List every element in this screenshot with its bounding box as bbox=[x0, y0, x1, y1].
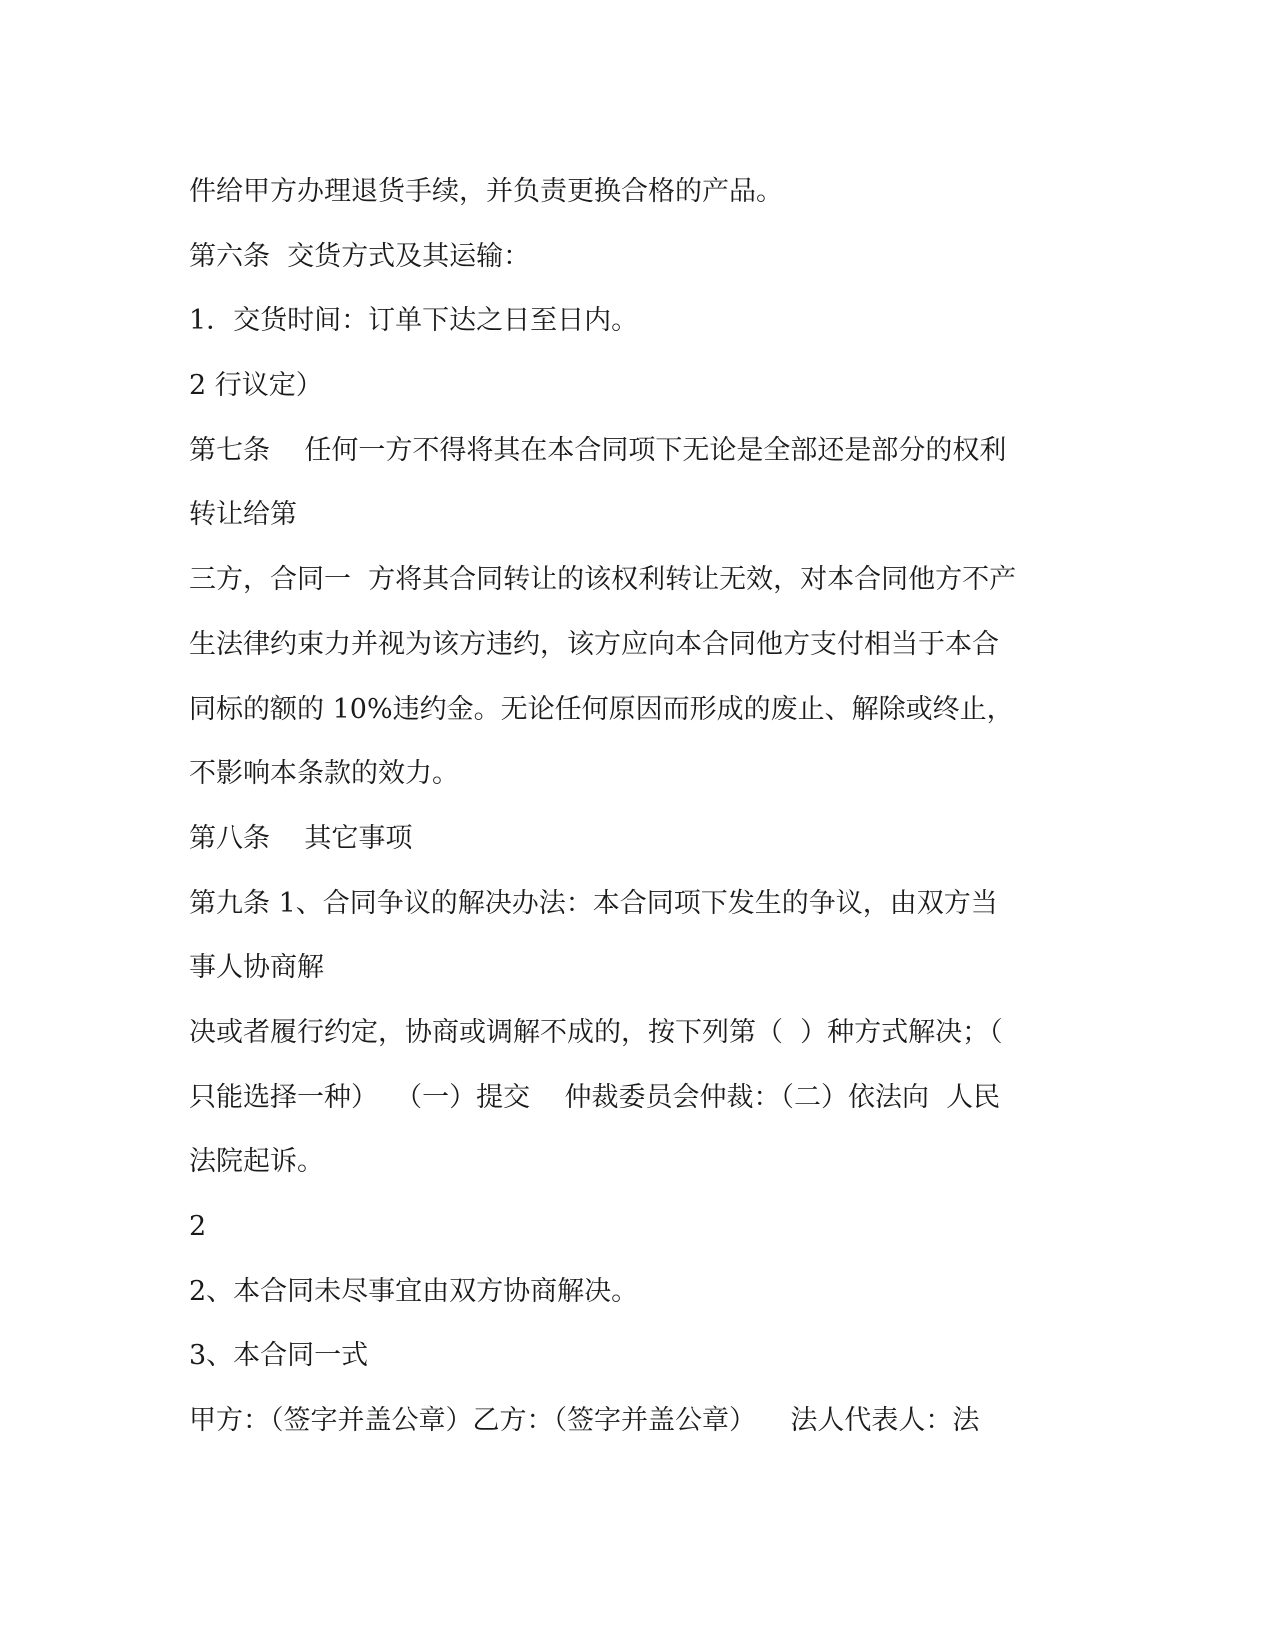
article-9-heading: 第九条 1、合同争议的解决办法：本合同项下发生的争议，由双方当 bbox=[189, 887, 998, 919]
text-line-return-goods: 件给甲方办理退货手续，并负责更换合格的产品。 bbox=[189, 176, 783, 207]
text-line-unresolved-matters: 2、本合同未尽事宜由双方协商解决。 bbox=[189, 1275, 639, 1307]
text-line-transfer: 转让给第 bbox=[189, 499, 297, 531]
text-line-resolution: 决或者履行约定，协商或调解不成的，按下列第（ ）种方式解决；（ bbox=[189, 1016, 1003, 1048]
text-line-negotiate: 事人协商解 bbox=[189, 952, 324, 984]
text-line-options: 只能选择一种） （一）提交 仲裁委员会仲裁：（二）依法向 人民 bbox=[189, 1081, 1001, 1113]
contract-text bbox=[189, 160, 1089, 1454]
article-7-heading: 第七条 任何一方不得将其在本合同项下无论是全部还是部分的权利 bbox=[189, 434, 1007, 466]
text-line-item-2: 2 行议定） bbox=[189, 370, 323, 402]
text-line-effect: 不影响本条款的效力。 bbox=[189, 758, 459, 790]
text-line-penalty: 同标的额的 10%违约金。无论任何原因而形成的废止、解除或终止， bbox=[189, 693, 1014, 725]
delivery-time-line: 1．交货时间：订单下达之日至日内。 bbox=[189, 305, 639, 337]
article-6-heading: 第六条 交货方式及其运输： bbox=[189, 240, 531, 272]
text-line-copies: 3、本合同一式 bbox=[189, 1340, 369, 1372]
text-line-court: 法院起诉。 bbox=[189, 1146, 324, 1178]
page-number: 2 bbox=[189, 1211, 207, 1242]
article-8-heading: 第八条 其它事项 bbox=[189, 822, 413, 854]
text-line-third-party: 三方，合同一 方将其合同转让的该权利转让无效，对本合同他方不产 bbox=[189, 564, 1017, 596]
text-line-legal-binding: 生法律约束力并视为该方违约，该方应向本合同他方支付相当于本合 bbox=[189, 628, 999, 660]
signature-line: 甲方：（签字并盖公章）乙方：（签字并盖公章） 法人代表人：法 bbox=[189, 1405, 980, 1437]
